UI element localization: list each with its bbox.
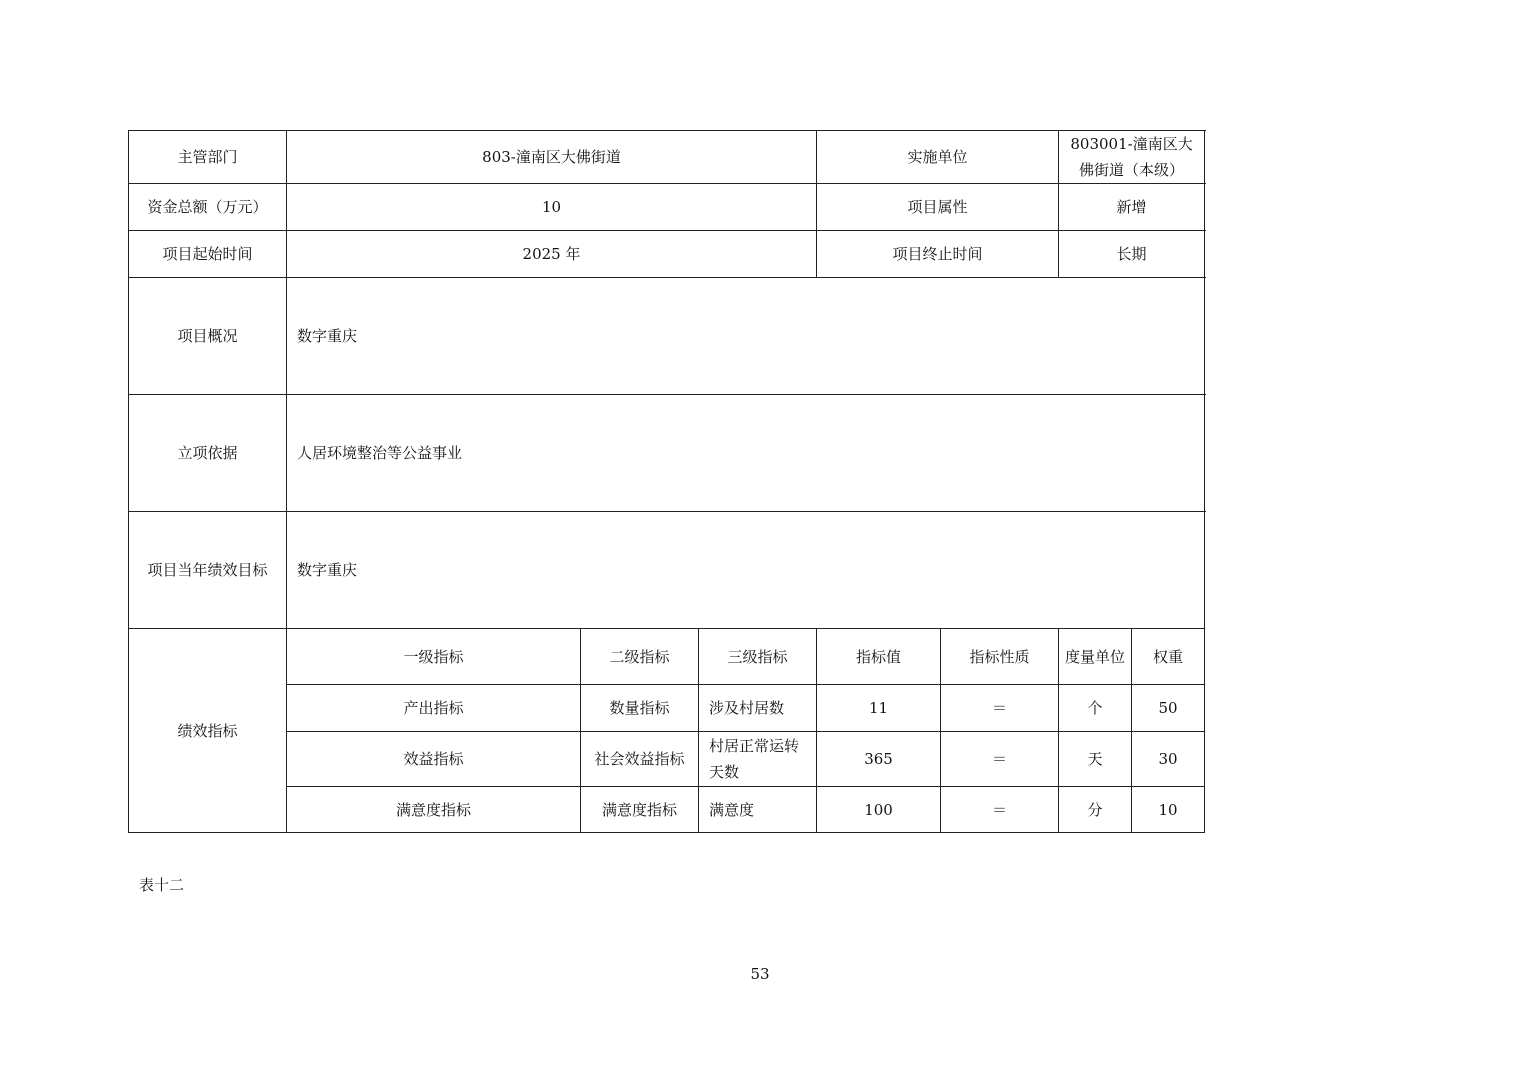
attr-label: 项目属性 (817, 184, 1059, 231)
start-value: 2025 年 (287, 231, 817, 278)
col-header: 权重 (1132, 629, 1205, 685)
unit-cell: 个 (1059, 685, 1132, 732)
col-header: 指标值 (817, 629, 941, 685)
nature-cell: ＝ (941, 685, 1059, 732)
indicator-row (129, 787, 1205, 833)
goal-label: 项目当年绩效目标 (129, 512, 287, 629)
col-header: 三级指标 (699, 629, 817, 685)
basis-value: 人居环境整治等公益事业 (287, 395, 1205, 512)
table-row (129, 184, 1205, 231)
table-row (129, 395, 1205, 512)
weight-cell: 30 (1132, 732, 1205, 787)
weight-cell: 10 (1132, 787, 1205, 833)
level2-cell: 社会效益指标 (581, 732, 699, 787)
table-row (129, 278, 1205, 395)
page-number: 53 (750, 965, 770, 983)
col-header: 一级指标 (287, 629, 581, 685)
table-row (129, 231, 1205, 278)
table-row (129, 512, 1205, 629)
level1-cell: 效益指标 (287, 732, 581, 787)
funds-value: 10 (287, 184, 817, 231)
col-header: 度量单位 (1059, 629, 1132, 685)
level2-cell: 满意度指标 (581, 787, 699, 833)
value-cell: 365 (817, 732, 941, 787)
weight-cell: 50 (1132, 685, 1205, 732)
project-performance-table (128, 130, 1205, 833)
table-caption: 表十二 (139, 876, 185, 894)
dept-value: 803-潼南区大佛街道 (287, 131, 817, 184)
end-value: 长期 (1059, 231, 1205, 278)
indicator-row (129, 732, 1205, 787)
nature-cell: ＝ (941, 732, 1059, 787)
indicators-label: 绩效指标 (129, 629, 287, 833)
end-label: 项目终止时间 (817, 231, 1059, 278)
basis-label: 立项依据 (129, 395, 287, 512)
dept-label: 主管部门 (129, 131, 287, 184)
col-header: 指标性质 (941, 629, 1059, 685)
overview-value: 数字重庆 (287, 278, 1205, 395)
overview-label: 项目概况 (129, 278, 287, 395)
unit-value: 803001-潼南区大佛街道（本级） (1059, 131, 1205, 184)
indicator-row (129, 685, 1205, 732)
level1-cell: 产出指标 (287, 685, 581, 732)
goal-value: 数字重庆 (287, 512, 1205, 629)
level3-cell: 满意度 (699, 787, 817, 833)
level3-cell: 村居正常运转天数 (699, 732, 817, 787)
col-header: 二级指标 (581, 629, 699, 685)
attr-value: 新增 (1059, 184, 1205, 231)
funds-label: 资金总额（万元） (129, 184, 287, 231)
value-cell: 11 (817, 685, 941, 732)
value-cell: 100 (817, 787, 941, 833)
start-label: 项目起始时间 (129, 231, 287, 278)
level2-cell: 数量指标 (581, 685, 699, 732)
level1-cell: 满意度指标 (287, 787, 581, 833)
indicator-header-row (129, 629, 1205, 685)
table-row (129, 131, 1205, 184)
unit-cell: 天 (1059, 732, 1132, 787)
unit-label: 实施单位 (817, 131, 1059, 184)
level3-cell: 涉及村居数 (699, 685, 817, 732)
unit-cell: 分 (1059, 787, 1132, 833)
nature-cell: ＝ (941, 787, 1059, 833)
